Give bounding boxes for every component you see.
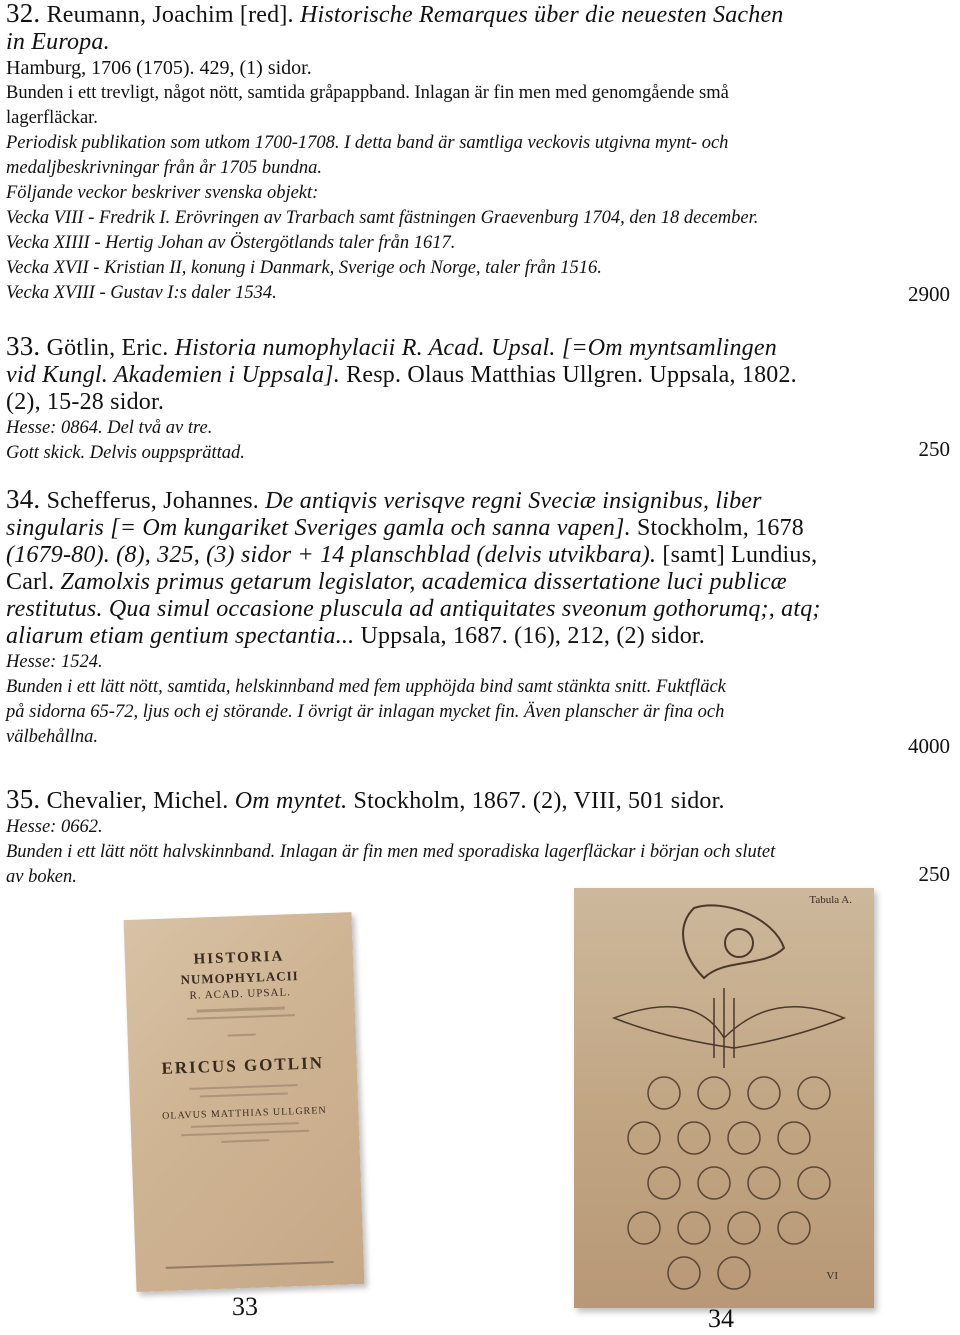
entry-price: 250 bbox=[918, 437, 950, 461]
entry-line: på sidorna 65-72, ljus och ej störande. I övrigt är inlagan mycket fin. Även planscher är fina och bbox=[6, 702, 725, 722]
entry-title-cont: vid Kungl. Akademien i Uppsala]. bbox=[6, 362, 340, 388]
entry-line: Hesse: 0662. bbox=[6, 817, 103, 837]
entry-second-author: [samt] Lundius, bbox=[662, 542, 818, 568]
catalogue-entry-34 bbox=[6, 484, 954, 758]
entry-line: Bunden i ett lätt nött, samtida, helskinnband med fem upphöjda bind samt stänkta snitt. Fuktfläck bbox=[6, 677, 726, 697]
entry-price: 4000 bbox=[908, 734, 950, 758]
entry-second-title-cont: restitutus. Qua simul occasione pluscula ad antiquitates sveonum gothorumq;, atq; bbox=[6, 596, 821, 622]
entry-price: 250 bbox=[918, 862, 950, 886]
plate-label: Tabula A. bbox=[809, 894, 852, 906]
entry-heading bbox=[6, 333, 954, 362]
entry-line: lagerfläckar. bbox=[6, 108, 98, 128]
entry-line: Vecka VIII - Fredrik I. Erövringen av Trarbach samt fästningen Graevenburg 1704, den 18 december. bbox=[6, 208, 759, 228]
entry-line: Följande veckor beskriver svenska objekt: bbox=[6, 183, 319, 203]
entry-author: Chevalier, Michel. bbox=[46, 788, 229, 814]
entry-line: Hesse: 0864. Del två av tre. bbox=[6, 418, 213, 438]
entry-line: Bunden i ett trevligt, något nött, samtida gråpappband. Inlagan är fin men med genomgående små bbox=[6, 83, 729, 103]
entry-line: medaljbeskrivningar från år 1705 bundna. bbox=[6, 158, 323, 178]
entry-heading-cont bbox=[6, 542, 954, 569]
entry-heading bbox=[6, 486, 954, 515]
entry-title: Historische Remarques über die neuesten Sachen bbox=[299, 2, 784, 28]
title-page-photo bbox=[124, 912, 365, 1292]
title-page-line: ERICUS GOTLIN bbox=[161, 1053, 325, 1078]
entry-number: 35. bbox=[6, 784, 41, 814]
entry-author: Reumann, Joachim [red]. bbox=[46, 2, 294, 28]
entry-imprint: Stockholm, 1867. (2), VIII, 501 sidor. bbox=[353, 788, 725, 814]
entry-imprint: Hamburg, 1706 (1705). 429, (1) sidor. bbox=[6, 57, 312, 79]
entry-heading-cont bbox=[6, 596, 954, 623]
entry-body bbox=[6, 650, 954, 750]
entry-number: 32. bbox=[6, 0, 41, 28]
title-page-line: R. ACAD. UPSAL. bbox=[189, 986, 292, 1002]
title-page-line: NUMOPHYLACII bbox=[180, 968, 299, 988]
entry-line: Vecka XVII - Kristian II, konung i Danmark, Sverige och Norge, taler från 1516. bbox=[6, 258, 602, 278]
entry-body bbox=[6, 416, 954, 466]
title-page-line: HISTORIA bbox=[193, 948, 285, 968]
entry-line: välbehållna. bbox=[6, 727, 98, 747]
entry-heading-cont bbox=[6, 362, 954, 389]
entry-number: 34. bbox=[6, 484, 41, 514]
entry-title: De antiqvis verisqve regni Sveciæ insignibus, liber bbox=[265, 488, 762, 514]
entry-line: Vecka XIIII - Hertig Johan av Östergötlands taler från 1617. bbox=[6, 233, 456, 253]
photo-area bbox=[0, 880, 960, 1335]
entry-pages: (1679-80). (8), 325, (3) sidor + 14 planschblad (delvis utvikbara). bbox=[6, 542, 657, 568]
entry-body bbox=[6, 815, 954, 890]
entry-heading-cont bbox=[6, 29, 954, 56]
plate-photo bbox=[574, 888, 874, 1308]
entry-line: Vecka XVIII - Gustav I:s daler 1534. bbox=[6, 283, 277, 303]
entry-heading bbox=[6, 786, 954, 815]
entry-title-cont: in Europa. bbox=[6, 29, 110, 55]
entry-title-cont: singularis [= Om kungariket Sveriges gamla och sanna vapen]. bbox=[6, 515, 631, 541]
entry-pages: (2), 15-28 sidor. bbox=[6, 389, 165, 415]
photo-caption: 34 bbox=[708, 1304, 734, 1333]
catalogue-entry-35 bbox=[6, 786, 954, 890]
catalogue-entry-32 bbox=[6, 0, 954, 306]
photo-caption: 33 bbox=[232, 1292, 258, 1321]
entry-body bbox=[6, 56, 954, 306]
entry-heading-cont bbox=[6, 389, 954, 416]
entry-second-title: Zamolxis primus getarum legislator, academica dissertatione luci publicæ bbox=[60, 569, 787, 595]
entry-heading-cont bbox=[6, 623, 954, 650]
entry-line: Hesse: 1524. bbox=[6, 652, 103, 672]
entry-title: Historia numophylacii R. Acad. Upsal. [=Om myntsamlingen bbox=[174, 335, 777, 361]
entry-line: Bunden i ett lätt nött halvskinnband. Inlagan är fin men med sporadiska lagerfläckar i början och slutet bbox=[6, 842, 776, 862]
entry-title: Om myntet. bbox=[234, 788, 348, 814]
entry-heading bbox=[6, 0, 954, 29]
coat-of-arms-illustration bbox=[574, 888, 874, 1308]
entry-price: 2900 bbox=[908, 282, 950, 306]
entry-author: Schefferus, Johannes. bbox=[46, 488, 259, 514]
entry-line: Periodisk publikation som utkom 1700-1708. I detta band är samtliga veckovis utgivna mynt- och bbox=[6, 133, 729, 153]
entry-second-author-cont: Carl. bbox=[6, 569, 55, 595]
entry-heading-cont bbox=[6, 515, 954, 542]
plate-label: VI bbox=[826, 1270, 838, 1282]
entry-imprint: Resp. Olaus Matthias Ullgren. Uppsala, 1802. bbox=[346, 362, 797, 388]
title-page-line: OLAVUS MATTHIAS ULLGREN bbox=[162, 1105, 327, 1122]
entry-second-imprint: Uppsala, 1687. (16), 212, (2) sidor. bbox=[360, 623, 705, 649]
entry-line: av boken. bbox=[6, 867, 77, 887]
entry-number: 33. bbox=[6, 331, 41, 361]
entry-author: Götlin, Eric. bbox=[46, 335, 169, 361]
entry-line: Gott skick. Delvis ouppsprättad. bbox=[6, 443, 245, 463]
entry-imprint: Stockholm, 1678 bbox=[637, 515, 805, 541]
catalogue-entry-33 bbox=[6, 333, 954, 466]
entry-second-title-cont: aliarum etiam gentium spectantia... bbox=[6, 623, 355, 649]
entry-heading-cont bbox=[6, 569, 954, 596]
title-page-texture bbox=[124, 912, 365, 1292]
